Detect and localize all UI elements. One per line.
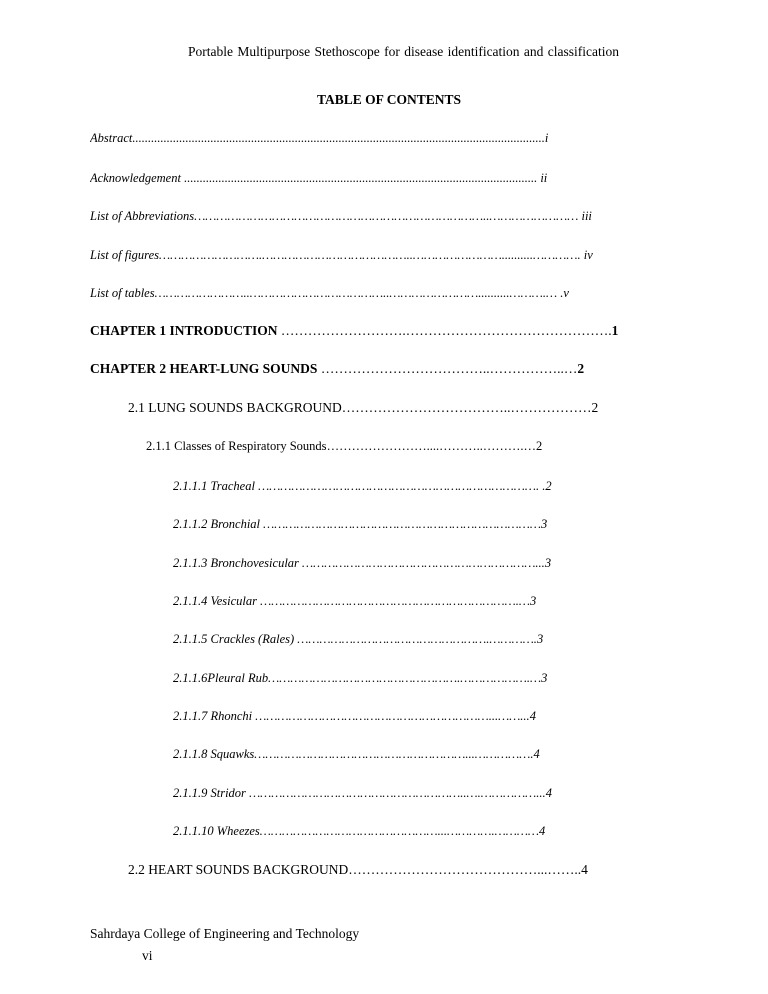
toc-entry-bronchovesicular: 2.1.1.3 Bronchovesicular ………………………………………………………...3: [173, 556, 552, 570]
toc-entry-classes: 2.1.1 Classes of Respiratory Sounds……………………....………..……….…2: [146, 439, 543, 453]
toc-entry-pleural-rub: 2.1.1.6Pleural Rub…………………………………………….……………….…3: [173, 671, 548, 685]
toc-entry-stridor: 2.1.1.9 Stridor …………………………………………………..….……………...4: [173, 786, 552, 800]
toc-entry-chapter-2: CHAPTER 2 HEART-LUNG SOUNDS ………………………………..……………..…2: [90, 361, 585, 376]
page-title: TABLE OF CONTENTS: [316, 92, 462, 107]
toc-entry-tables: List of tables……………………..………………………………..……………………..........……….… .v: [90, 286, 569, 300]
toc-entry-abstract: Abstract....................................................................................................................................i: [90, 131, 549, 145]
toc-entry-tracheal: 2.1.1.1 Tracheal …………………………………………………………………. .2: [173, 479, 552, 493]
toc-entry-acknowledgement: Acknowledgement ................................................................................................................. ii: [90, 171, 548, 185]
toc-entry-vesicular: 2.1.1.4 Vesicular …………………………………………………………….…3: [173, 594, 537, 608]
footer-institution: Sahrdaya College of Engineering and Technology: [90, 926, 360, 941]
toc-entry-squawks: 2.1.1.8 Squawks…………………………………………………...…………….4: [173, 747, 540, 761]
toc-entry-chapter-1: CHAPTER 1 INTRODUCTION ……………………….……………………………………….1: [90, 323, 619, 338]
toc-entry-figures: List of figures……………………….…………………………………..……………………..........…………. iv: [90, 248, 593, 262]
toc-entry-rhonchi: 2.1.1.7 Rhonchi ………………………………………………………...……...4: [173, 709, 536, 723]
toc-entry-wheezes: 2.1.1.10 Wheezes…………………………………………...………….…………4: [173, 824, 546, 838]
toc-entry-heart-sounds: 2.2 HEART SOUNDS BACKGROUND……………………………………...……..4: [128, 862, 588, 877]
toc-entry-lung-sounds: 2.1 LUNG SOUNDS BACKGROUND………………………………..………………2: [128, 400, 599, 415]
page-number: vi: [142, 948, 153, 963]
toc-entry-crackles: 2.1.1.5 Crackles (Rales) …………………………………………….………….3: [173, 632, 544, 646]
running-header: Portable Multipurpose Stethoscope for disease identification and classification: [188, 44, 620, 59]
toc-entry-abbreviations: List of Abbreviations……………………………………………………………………..…………………… iii: [90, 209, 592, 223]
toc-entry-bronchial: 2.1.1.2 Bronchial …………………………………………………………………3: [173, 517, 548, 531]
